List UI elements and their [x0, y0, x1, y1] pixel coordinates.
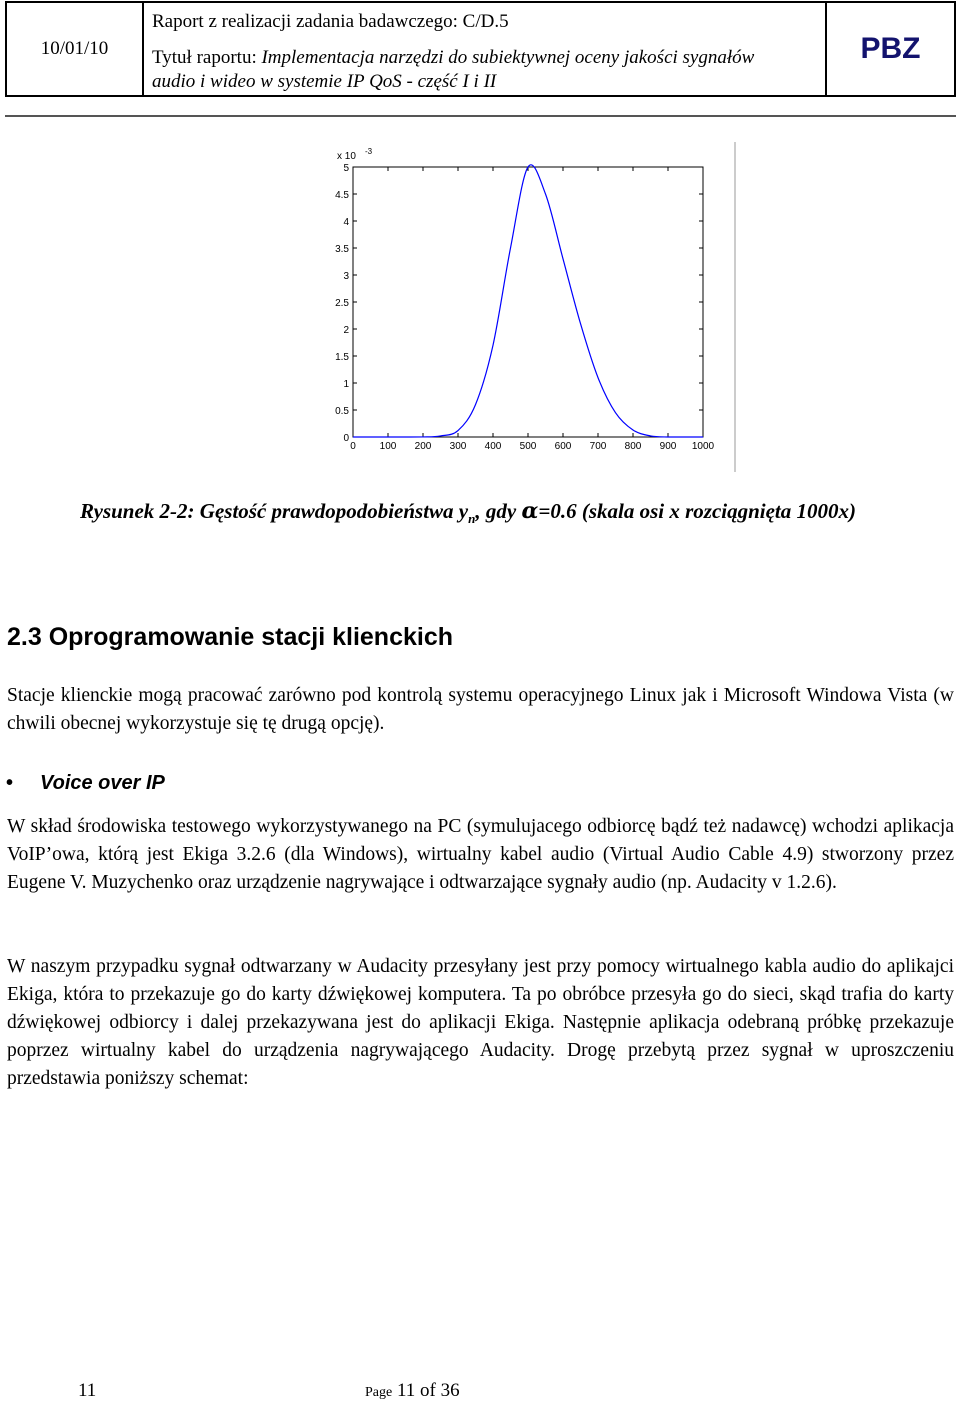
header-date: 10/01/10: [7, 3, 144, 95]
x-tick-label: 100: [379, 441, 397, 452]
bullet-dot-icon: •: [6, 772, 14, 794]
header-rule: [5, 115, 956, 117]
y-tick-label: 3: [343, 271, 349, 282]
pbz-logo: PBZ: [860, 32, 921, 65]
header-title-line-2: audio i wideo w systemie IP QoS - część I i II: [152, 71, 497, 92]
header-title-block: [144, 3, 827, 95]
bullet-text: Voice over IP: [40, 772, 165, 794]
y-tick-label: 4: [343, 217, 349, 228]
caption-mid: , gdy: [475, 499, 522, 523]
x-tick-label: 600: [554, 441, 572, 452]
header-title-prefix: Tytuł raportu:: [152, 47, 262, 68]
x-tick-label: 200: [414, 441, 432, 452]
x-tick-label: 800: [624, 441, 642, 452]
caption-prefix: Rysunek 2-2: Gęstość prawdopodobieństwa y: [80, 499, 469, 523]
paragraph-3: W naszym przypadku sygnał odtwarzany w Audacity przesyłany jest przy pomocy wirtualnego kabla audio do aplikajci Ekiga, która to przekazuje go do karty dźwiękowej komputera. Ta po obróbce przesyła go do sieci, skąd trafia do karty dźwiękowej odbiorcy i dalej przekazywana jest do aplikacji Ekiga. Następnie aplikacja odebraną próbkę przekazuje poprzez wirtualny kabel do urządzenia nagrywającego Audacity. Drogę przebytą przez sygnał w uproszczeniu przedstawia poniższy schemat:: [7, 956, 954, 1089]
x-tick-label: 400: [484, 441, 502, 452]
y-tick-label: 5: [343, 163, 349, 174]
bullet-item: [6, 772, 165, 795]
caption-subscript: n: [468, 511, 476, 527]
header-title-italic: Implementacja narzędzi do subiektywnej oceny jakości sygnałów: [261, 47, 755, 68]
y-tick-label: 0: [343, 433, 349, 444]
section-title: 2.3 Oprogramowanie stacji klienckich: [7, 623, 454, 651]
header-title-line: [152, 47, 754, 69]
plot-frame: [353, 167, 703, 437]
caption-alpha: α: [521, 498, 539, 524]
header-report-line: Raport z realizacji zadania badawczego: C/D.5: [152, 11, 509, 32]
y-tick-label: 2.5: [335, 298, 349, 309]
report-header: [5, 1, 956, 97]
x-tick-label: 300: [449, 441, 467, 452]
y-tick-label: 4.5: [335, 190, 349, 201]
y-tick-label: 0.5: [335, 406, 349, 417]
y-tick-label: 1: [343, 379, 349, 390]
footer-page-word: Page: [365, 1385, 393, 1400]
x-tick-label: 700: [589, 441, 607, 452]
x-tick-label: 0: [350, 441, 356, 452]
x-tick-label: 900: [659, 441, 677, 452]
x-tick-label: 500: [519, 441, 537, 452]
y-tick-label: 3.5: [335, 244, 349, 255]
paragraph-2: W skład środowiska testowego wykorzystywanego na PC (symulujacego odbiorcę bądź też nadawcę) wchodzi aplikacja VoIP’owa, którą jest Ekiga 3.2.6 (dla Windows), wirtualny kabel audio (Virtual Audio Cable 4.9) stworzony przez Eugene V. Muzychenko oraz urządzenie nagrywające i odtwarzające sygnały audio (np. Audacity v 1.2.6).: [7, 816, 954, 893]
y-exponent-label: x 10: [337, 151, 356, 162]
paragraph-1: Stacje klienckie mogą pracować zarówno pod kontrolą systemu operacyjnego Linux jak i Microsoft Windowa Vista (w chwili obecnej wykorzystuje się tę drugą opcję).: [7, 685, 954, 734]
caption-suffix: =0.6 (skala osi x rozciągnięta 1000x): [538, 499, 857, 523]
footer-page-of: [365, 1380, 460, 1402]
figure-caption: [80, 498, 960, 527]
y-tick-label: 1.5: [335, 352, 349, 363]
footer-page-count: 11 of 36: [396, 1380, 460, 1401]
y-tick-label: 2: [343, 325, 349, 336]
y-exponent-power: -3: [365, 147, 373, 156]
footer-page-number: 11: [78, 1380, 97, 1401]
x-tick-label: 1000: [691, 441, 715, 452]
density-chart: [310, 140, 740, 480]
